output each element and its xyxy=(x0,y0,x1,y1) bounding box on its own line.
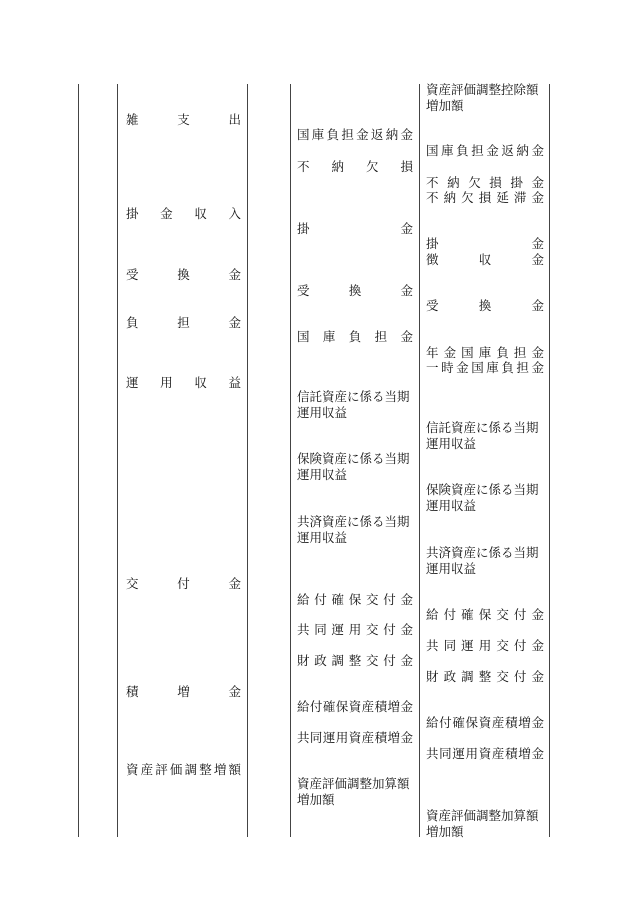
col-a-shisan-hyoka: 資産評価調整増額 xyxy=(126,762,241,777)
col-a-zasshishutsu: 雑支出 xyxy=(126,112,241,127)
col-c-kokko-henno: 国庫負担金返納金 xyxy=(426,143,544,158)
rule-col-b-left xyxy=(290,84,291,837)
col-b-kokko-futankin: 国庫負担金 xyxy=(297,329,413,344)
col-c-ichiji-kokko: 一時金国庫負担金 xyxy=(426,360,544,375)
col-c-ukekaekin: 受換金 xyxy=(426,298,544,313)
col-c-hyoka-kasan: 資産評価調整加算額増加額 xyxy=(426,808,539,839)
col-c-hyoka-kojo: 資産評価調整控除額増加額 xyxy=(426,82,539,113)
col-b-kyodo-kofu: 共同運用交付金 xyxy=(297,622,413,637)
col-c-choshukin: 徴収金 xyxy=(426,252,544,267)
col-b-hoken: 保険資産に係る当期運用収益 xyxy=(297,451,410,482)
col-b-funo-kesson: 不納欠損 xyxy=(297,159,413,174)
col-b-kyufu-kofu: 給付確保交付金 xyxy=(297,592,413,607)
col-c-zaisei-kofu: 財政調整交付金 xyxy=(426,669,544,684)
col-b-shintaku: 信託資産に係る当期運用収益 xyxy=(297,389,410,420)
col-c-hoken: 保険資産に係る当期運用収益 xyxy=(426,482,539,513)
col-a-futankin: 負担金 xyxy=(126,315,241,330)
col-a-unyo-shueki: 運用収益 xyxy=(126,375,241,390)
col-c-kakekin: 掛金 xyxy=(426,236,544,251)
rule-left-outer xyxy=(78,84,79,837)
rule-col-c-right xyxy=(549,84,550,837)
col-c-funo-kesson-kakekin: 不納欠損掛金 xyxy=(426,175,544,190)
col-b-kyodo-sekizo: 共同運用資産積増金 xyxy=(297,730,413,745)
rule-col-b-right xyxy=(419,84,420,837)
col-b-hyoka-kasan: 資産評価調整加算額増加額 xyxy=(297,776,410,807)
col-c-kyodo-sekizo: 共同運用資産積増金 xyxy=(426,746,544,761)
col-c-kyufu-sekizo: 給付確保資産積増金 xyxy=(426,715,544,730)
col-a-ukekaekin: 受換金 xyxy=(126,267,241,282)
col-c-shintaku: 信託資産に係る当期運用収益 xyxy=(426,420,539,451)
col-b-kokko-henno: 国庫負担金返納金 xyxy=(297,127,413,142)
col-b-zaisei-kofu: 財政調整交付金 xyxy=(297,653,413,668)
col-c-kyosai: 共済資産に係る当期運用収益 xyxy=(426,545,539,576)
col-a-kofukin: 交付金 xyxy=(126,576,241,591)
col-c-funo-kesson-entai: 不納欠損延滞金 xyxy=(426,190,544,205)
col-b-ukekaekin: 受換金 xyxy=(297,283,413,298)
col-b-kakekin: 掛金 xyxy=(297,221,413,236)
col-b-kyufu-sekizo: 給付確保資産積増金 xyxy=(297,699,413,714)
col-a-sekizokin: 積増金 xyxy=(126,684,241,699)
col-c-nenkin-kokko: 年金国庫負担金 xyxy=(426,345,544,360)
rule-left-inner xyxy=(117,84,118,837)
col-c-kyodo-kofu: 共同運用交付金 xyxy=(426,638,544,653)
col-a-kakekin-shunyu: 掛金収入 xyxy=(126,206,241,221)
col-c-kyufu-kofu: 給付確保交付金 xyxy=(426,607,544,622)
col-b-kyosai: 共済資産に係る当期運用収益 xyxy=(297,514,410,545)
rule-col-a-right xyxy=(247,84,248,837)
